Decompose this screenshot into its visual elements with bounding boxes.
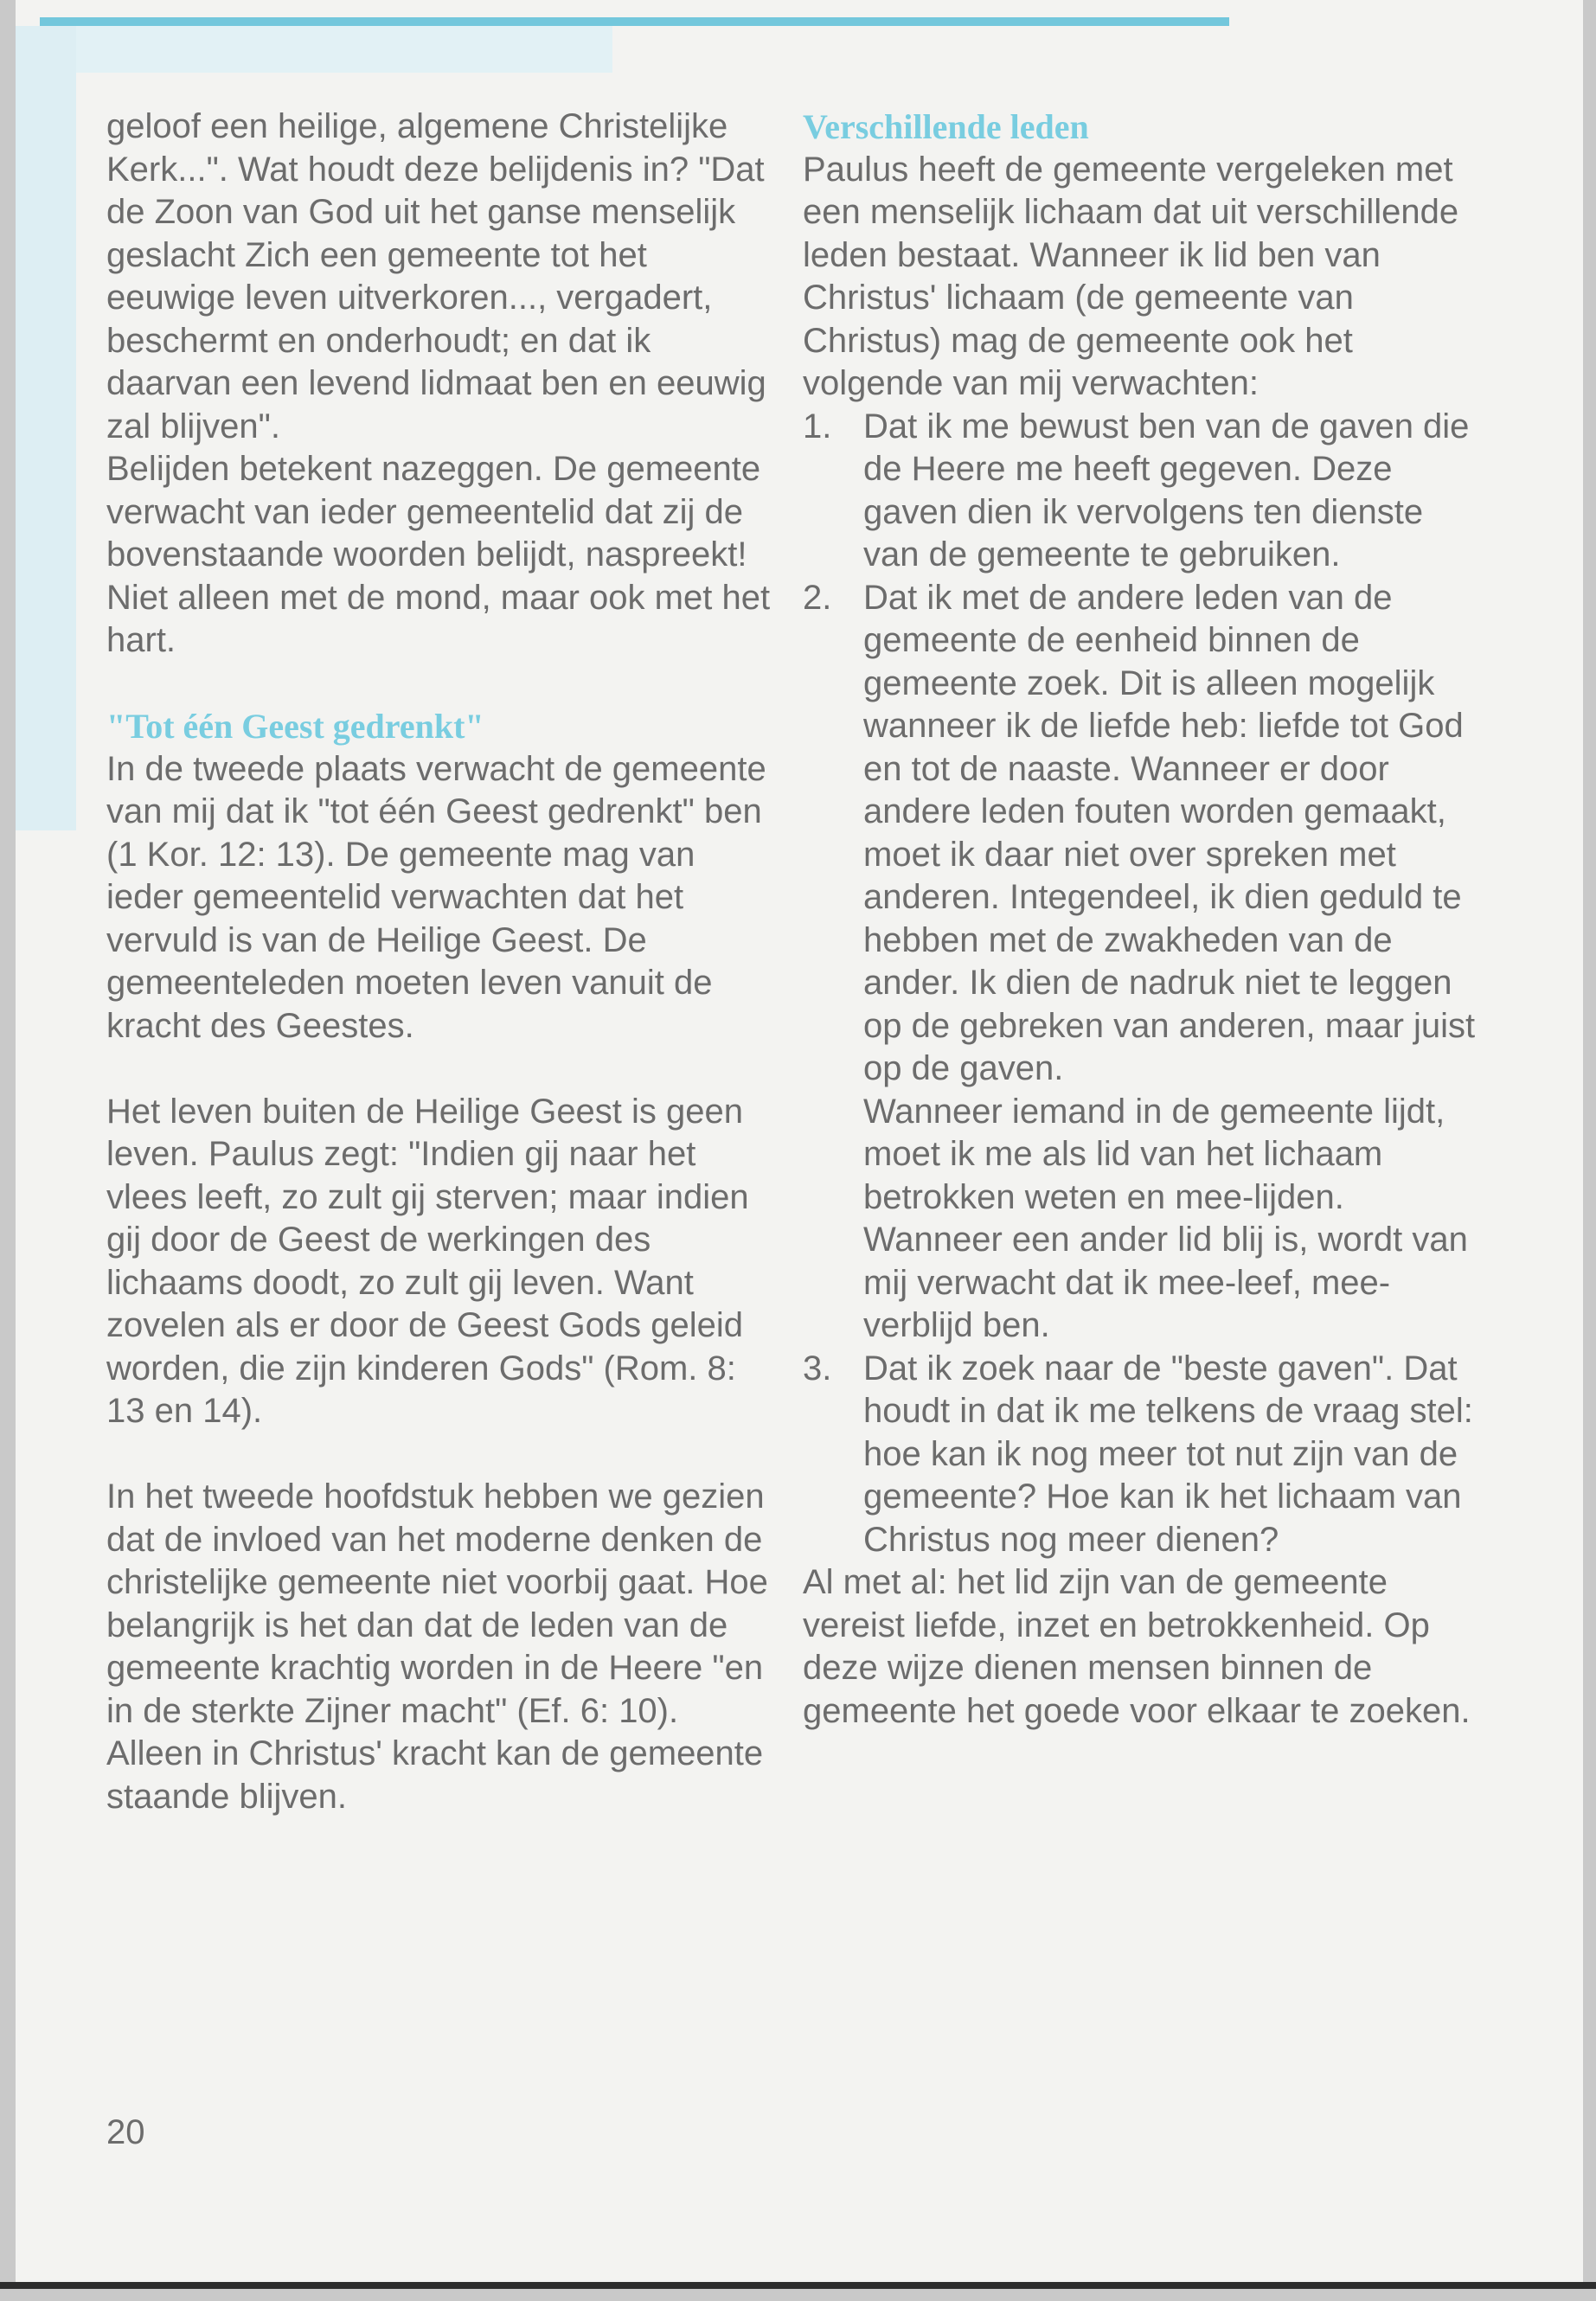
paragraph: Het leven buiten de Heilige Geest is geen leven. Paulus zegt: "Indien gij naar het vlees leeft, zo zult gij sterven; maar indien gij door de Geest de werkingen des lichaams doodt, zo zult gij leven. Want zovelen als er door de Geest Gods geleid worden, die zijn kinderen Gods" (Rom. 8: 13 en 14). [106, 1092, 749, 1430]
section-heading: Verschillende leden [803, 107, 1089, 146]
paragraph: In het tweede hoofdstuk hebben we gezien dat de invloed van het moderne denken de christelijke gemeente niet voorbij gaat. Hoe belangrijk is het dan dat de leden van de gemeente krachtig worden in de Heere "en in de sterkte Zijner macht" (Ef. 6: 10). Alleen in Christus' kracht kan de gemeente staande blijven. [106, 1477, 768, 1816]
paragraph: In de tweede plaats verwacht de gemeente van mij dat ik "tot één Geest gedrenkt" ben (1 Kor. 12: 13). De gemeente mag van ieder gemeentelid verwachten dat het vervuld is van de Heilige Geest. De gemeenteleden moeten leven vanuit de kracht des Geestes. [106, 749, 766, 1045]
header-tint [76, 26, 612, 73]
right-column [803, 106, 1486, 1733]
list-number: 3. [803, 1349, 832, 1388]
page-number: 20 [106, 2113, 145, 2151]
paragraph: Al met al: het lid zijn van de gemeente vereist liefde, inzet en betrokkenheid. Op deze wijze dienen mensen binnen de gemeente het goede voor elkaar te zoeken. [803, 1563, 1471, 1730]
list-item-text: Dat ik zoek naar de "beste gaven". Dat houdt in dat ik me telkens de vraag stel: hoe kan ik nog meer tot nut zijn van de gemeente? Hoe kan ik het lichaam van Christus nog meer dienen? [863, 1349, 1473, 1559]
left-column [106, 106, 781, 1818]
paragraph: geloof een heilige, algemene Christelijke Kerk...". Wat houdt deze belijdenis in? "Dat de Zoon van God uit het ganse menselijk geslacht Zich een gemeente tot het eeuwige leven uitverkoren..., vergadert, beschermt en onderhoudt; en dat ik daarvan een levend lidmaat ben en eeuwig zal blijven". [106, 107, 766, 445]
list-item [803, 577, 1486, 1348]
list-item-text: Dat ik me bewust ben van de gaven die de Heere me heeft gegeven. Deze gaven dien ik vervolgens ten dienste van de gemeente te gebruiken. [863, 407, 1470, 574]
list-number: 2. [803, 578, 832, 617]
bottom-edge [0, 2282, 1596, 2289]
paragraph: Belijden betekent nazeggen. De gemeente verwacht van ieder gemeentelid dat zij de bovenstaande woorden belijdt, naspreekt! Niet alleen met de mond, maar ook met het hart. [106, 450, 771, 659]
top-accent-rule [40, 17, 1229, 26]
left-margin-tint [16, 26, 76, 830]
list-item-text: Dat ik met de andere leden van de gemeente de eenheid binnen de gemeente zoek. Dit is alleen mogelijk wanneer ik de liefde heb: liefde tot God en tot de naaste. Wanneer er door andere leden fouten worden gemaakt, moet ik daar niet over spreken met anderen. Integendeel, ik dien geduld te hebben met de zwakheden van de ander. Ik dien de nadruk niet te leggen op de gebreken van anderen, maar juist op de gaven. [863, 578, 1476, 1087]
paragraph: Paulus heeft de gemeente vergeleken met een menselijk lichaam dat uit verschillende leden bestaat. Wanneer ik lid ben van Christus' lichaam (de gemeente van Christus) mag de gemeente ook het volgende van mij verwachten: [803, 150, 1459, 402]
list-item [803, 1348, 1486, 1562]
page [16, 0, 1583, 2284]
list-number: 1. [803, 407, 832, 445]
section-heading: "Tot één Geest gedrenkt" [106, 707, 484, 746]
list-item-text: Wanneer iemand in de gemeente lijdt, moet ik me als lid van het lichaam betrokken weten en mee-lijden. Wanneer een ander lid blij is, wordt van mij verwacht dat ik mee-leef, mee-verblijd ben. [863, 1092, 1468, 1344]
list-item [803, 406, 1486, 577]
